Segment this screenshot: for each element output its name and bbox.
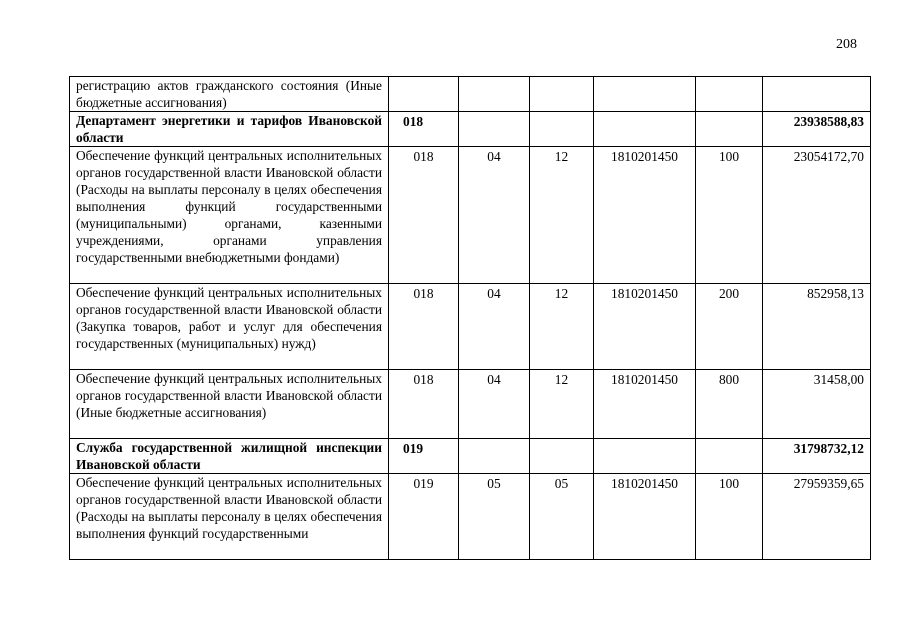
section-cell: 04 xyxy=(459,284,530,370)
expense-type-cell: 100 xyxy=(696,474,763,560)
table-row xyxy=(70,284,871,370)
amount-cell: 27959359,65 xyxy=(763,474,871,560)
admin-code-cell: 019 xyxy=(389,439,459,474)
section-cell xyxy=(459,77,530,112)
row-description xyxy=(70,147,389,284)
row-description xyxy=(70,284,389,370)
target-article-cell xyxy=(594,77,696,112)
expense-type-cell: 200 xyxy=(696,284,763,370)
row-description xyxy=(70,370,389,439)
amount-cell xyxy=(763,77,871,112)
description-text: регистрацию актов гражданского состояния (Иные бюджетные ассигнования) xyxy=(76,78,382,110)
amount-cell: 23054172,70 xyxy=(763,147,871,284)
expense-type-cell xyxy=(696,439,763,474)
description-text: Обеспечение функций центральных исполнительных органов государственной власти Ивановской области (Иные бюджетные ассигнования) xyxy=(76,371,382,420)
section-cell: 04 xyxy=(459,370,530,439)
admin-code-cell: 018 xyxy=(389,284,459,370)
section-cell: 05 xyxy=(459,474,530,560)
expense-type-cell xyxy=(696,112,763,147)
table-row xyxy=(70,112,871,147)
amount-cell: 31458,00 xyxy=(763,370,871,439)
target-article-cell: 1810201450 xyxy=(594,147,696,284)
subsection-cell: 12 xyxy=(530,370,594,439)
amount-cell: 31798732,12 xyxy=(763,439,871,474)
row-description xyxy=(70,439,389,474)
subsection-cell xyxy=(530,112,594,147)
section-cell: 04 xyxy=(459,147,530,284)
description-text: Обеспечение функций центральных исполнительных органов государственной власти Ивановской области (Закупка товаров, работ и услуг для обеспечения государственных (муниципальных) нужд) xyxy=(76,285,382,351)
page-number: 208 xyxy=(836,37,857,52)
admin-code-cell: 018 xyxy=(389,370,459,439)
amount-cell: 23938588,83 xyxy=(763,112,871,147)
admin-code-cell: 018 xyxy=(389,147,459,284)
expense-type-cell: 100 xyxy=(696,147,763,284)
table-row xyxy=(70,77,871,112)
target-article-cell: 1810201450 xyxy=(594,474,696,560)
target-article-cell xyxy=(594,439,696,474)
table-row xyxy=(70,147,871,284)
expense-type-cell xyxy=(696,77,763,112)
table-row xyxy=(70,474,871,560)
description-text: Обеспечение функций центральных исполнительных органов государственной власти Ивановской области (Расходы на выплаты персоналу в целях обеспечения выполнения функций государственными (муниципальными) органами, казенными учреждениями, органами управления государственными внебюджетными фондами) xyxy=(76,148,382,265)
subsection-cell xyxy=(530,439,594,474)
subsection-cell: 05 xyxy=(530,474,594,560)
row-description xyxy=(70,112,389,147)
admin-code-cell: 019 xyxy=(389,474,459,560)
description-text: Служба государственной жилищной инспекции Ивановской области xyxy=(76,440,382,472)
section-cell xyxy=(459,112,530,147)
table-row xyxy=(70,439,871,474)
description-text: Обеспечение функций центральных исполнительных органов государственной власти Ивановской области (Расходы на выплаты персоналу в целях обеспечения выполнения функций государственными xyxy=(76,475,382,541)
subsection-cell xyxy=(530,77,594,112)
table-row xyxy=(70,370,871,439)
section-cell xyxy=(459,439,530,474)
subsection-cell: 12 xyxy=(530,284,594,370)
admin-code-cell xyxy=(389,77,459,112)
target-article-cell xyxy=(594,112,696,147)
admin-code-cell: 018 xyxy=(389,112,459,147)
subsection-cell: 12 xyxy=(530,147,594,284)
expense-type-cell: 800 xyxy=(696,370,763,439)
budget-table xyxy=(69,76,871,560)
description-text: Департамент энергетики и тарифов Ивановской области xyxy=(76,113,382,145)
target-article-cell: 1810201450 xyxy=(594,284,696,370)
row-description xyxy=(70,474,389,560)
row-description xyxy=(70,77,389,112)
target-article-cell: 1810201450 xyxy=(594,370,696,439)
amount-cell: 852958,13 xyxy=(763,284,871,370)
